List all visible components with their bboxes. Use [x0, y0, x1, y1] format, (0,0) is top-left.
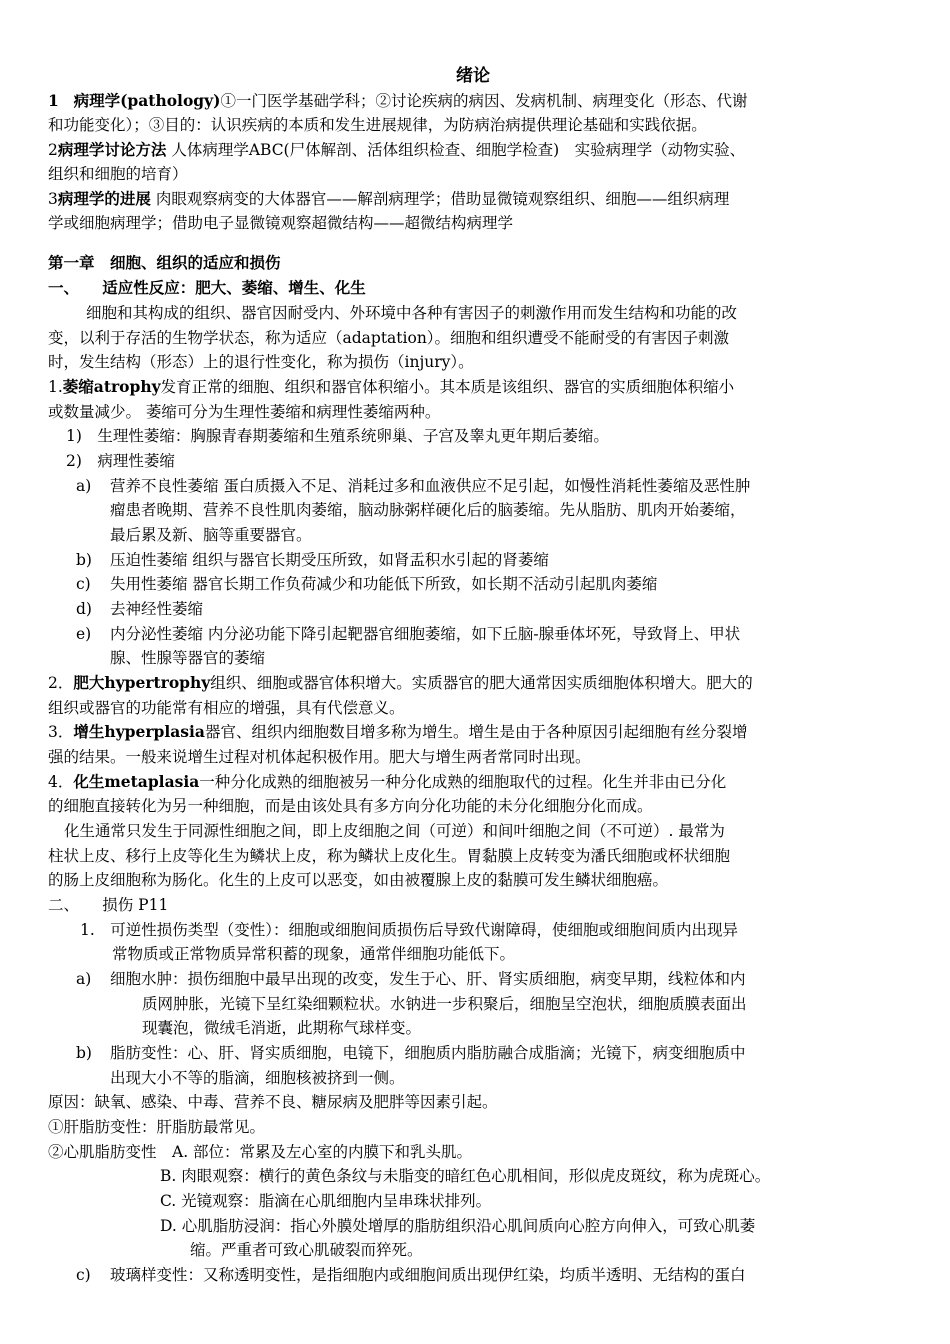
- atrophy-text-line2: 或数量减少。 萎缩可分为生理性萎缩和病理性萎缩两种。: [48, 403, 441, 421]
- doc-title: 绪论: [456, 66, 490, 86]
- hyaline-change-line1: 玻璃样变性：又称透明变性，是指细胞内或细胞间质出现伊红染，均质半透明、无结构的蛋白: [110, 1266, 746, 1284]
- section-heading-injury: 二、 损伤 P11: [48, 896, 169, 914]
- metaplasia-paragraph-line3: 的肠上皮细胞称为肠化。化生的上皮可以恶变，如由被覆腺上皮的黏膜可发生鳞状细胞癌。: [48, 871, 669, 889]
- hyperplasia-number: 3．: [48, 723, 74, 741]
- injury-marker-c: c): [76, 1266, 91, 1284]
- malnutrition-atrophy-line1: 营养不良性萎缩 蛋白质摄入不足、消耗过多和血液供应不足引起，如慢性消耗性萎缩及恶性肿: [110, 477, 751, 495]
- list-marker-a: a): [76, 477, 92, 495]
- hyperplasia-heading: 增生hyperplasia: [73, 722, 205, 741]
- intro-item-3-number: 3: [48, 190, 58, 208]
- paragraph-adaptation-line2: 变，以利于存活的生物学状态，称为适应（adaptation）。细胞和组织遭受不能耐受的有害因子刺激: [48, 329, 730, 347]
- intro-item-1: [48, 89, 747, 114]
- fatty-change-line1: 脂肪变性：心、肝、肾实质细胞，电镜下，细胞质内脂肪融合成脂滴；光镜下，病变细胞质中: [110, 1044, 746, 1062]
- atrophy-text: 发育正常的细胞、组织和器官体积缩小。其本质是该组织、器官的实质细胞体积缩小: [160, 378, 735, 396]
- fatty-change-line2: 出现大小不等的脂滴，细胞核被挤到一侧。: [110, 1069, 405, 1087]
- injury-marker-b: b): [76, 1044, 92, 1062]
- intro-item-1-heading: 病理学(pathology): [73, 91, 221, 110]
- paragraph-adaptation-line3: 时，发生结构（形态）上的退行性变化，称为损伤（injury）。: [48, 353, 474, 371]
- reversible-injury-line1: 1. 可逆性损伤类型（变性）：细胞或细胞间质损伤后导致代谢障碍，使细胞或细胞间质内出现异: [80, 921, 739, 939]
- disuse-atrophy: 失用性萎缩 器官长期工作负荷减少和功能低下所致，如长期不活动引起肌肉萎缩: [110, 575, 658, 593]
- hypertrophy-heading: 肥大hypertrophy: [73, 673, 211, 692]
- pressure-atrophy: 压迫性萎缩 组织与器官长期受压所致，如肾盂积水引起的肾萎缩: [110, 551, 549, 569]
- intro-item-1-number: 1: [48, 91, 59, 110]
- malnutrition-atrophy-line3: 最后累及新、脑等重要器官。: [110, 526, 312, 544]
- myocardial-fatty-change-d-line1: D. 心肌脂肪浸润：指心外膜处增厚的脂肪组织沿心肌间质向心腔方向伸入，可致心肌萎: [160, 1217, 756, 1235]
- hypertrophy-number: 2．: [48, 674, 74, 692]
- intro-item-3-text-line2: 学或细胞病理学；借助电子显微镜观察超微结构——超微结构病理学: [48, 214, 514, 232]
- intro-item-2-text-line2: 组织和细胞的培育）: [48, 165, 188, 183]
- atrophy-definition: [48, 375, 734, 400]
- fatty-change-causes: 原因：缺氧、感染、中毒、营养不良、糖尿病及肥胖等因素引起。: [48, 1093, 498, 1111]
- endocrine-atrophy-line1: 内分泌性萎缩 内分泌功能下降引起靶器官细胞萎缩，如下丘脑-腺垂体坏死，导致肾上、甲状: [110, 625, 741, 643]
- malnutrition-atrophy-line2: 瘤患者晚期、营养不良性肌肉萎缩，脑动脉粥样硬化后的脑萎缩。先从脂肪、肌肉开始萎缩，: [110, 501, 746, 519]
- myocardial-fatty-change-b: B. 肉眼观察：横行的黄色条纹与未脂变的暗红色心肌相间，形似虎皮斑纹，称为虎斑心。: [160, 1167, 771, 1185]
- myocardial-fatty-change-c: C. 光镜观察：脂滴在心肌细胞内呈串珠状排列。: [160, 1192, 492, 1210]
- cell-swelling-line2: 质网肿胀，光镜下呈红染细颗粒状。水钠进一步积聚后，细胞呈空泡状，细胞质膜表面出: [142, 995, 747, 1013]
- hypertrophy-text-line2: 组织或器官的功能常有相应的增强，具有代偿意义。: [48, 699, 405, 717]
- intro-item-2-heading: 病理学讨论方法: [57, 140, 167, 159]
- myocardial-fatty-change-a: ②心肌脂肪变性 A. 部位：常累及左心室的内膜下和乳头肌。: [48, 1143, 473, 1161]
- intro-item-1-text-line2: 和功能变化）；③目的：认识疾病的本质和发生进展规律，为防病治病提供理论基础和实践依据。: [48, 116, 707, 134]
- cell-swelling-line1: 细胞水肿：损伤细胞中最早出现的改变，发生于心、肝、肾实质细胞，病变早期，线粒体和内: [110, 970, 746, 988]
- cell-swelling-line3: 现囊泡，微绒毛消逝，此期称气球样变。: [142, 1019, 422, 1037]
- atrophy-number: 1.: [48, 378, 63, 396]
- intro-item-2-text: 人体病理学ABC(尸体解剖、活体组织检查、细胞学检查) 实验病理学（动物实验、: [171, 141, 746, 159]
- hyperplasia-definition: [48, 720, 747, 745]
- hyperplasia-text-line2: 强的结果。一般来说增生过程对机体起积极作用。肥大与增生两者常同时出现。: [48, 748, 591, 766]
- metaplasia-definition: [48, 770, 726, 795]
- intro-item-2-number: 2: [48, 141, 58, 159]
- myocardial-fatty-change-d-line2: 缩。严重者可致心肌破裂而猝死。: [190, 1241, 423, 1259]
- paragraph-adaptation-line1: 细胞和其构成的组织、器官因耐受内、外环境中各种有害因子的刺激作用而发生结构和功能的改: [86, 304, 738, 322]
- intro-item-3-heading: 病理学的进展: [57, 189, 151, 208]
- atrophy-heading: 萎缩atrophy: [62, 377, 161, 396]
- metaplasia-text-line2: 的细胞直接转化为另一种细胞，而是由该处具有多方向分化功能的未分化细胞分化而成。: [48, 797, 653, 815]
- list-marker-c: c): [76, 575, 91, 593]
- metaplasia-paragraph-line2: 柱状上皮、移行上皮等化生为鳞状上皮，称为鳞状上皮化生。胃黏膜上皮转变为潘氏细胞或杯状细胞: [48, 847, 731, 865]
- hypertrophy-text: 组织、细胞或器官体积增大。实质器官的肥大通常因实质细胞体积增大。肥大的: [210, 674, 753, 692]
- reversible-injury-line2: 常物质或正常物质异常积蓄的现象，通常伴细胞功能低下。: [112, 945, 516, 963]
- endocrine-atrophy-line2: 腺、性腺等器官的萎缩: [110, 649, 266, 667]
- intro-item-1-text: ①一门医学基础学科；②讨论疾病的病因、发病机制、病理变化（形态、代谢: [220, 92, 748, 110]
- chapter-title: 第一章 细胞、组织的适应和损伤: [48, 253, 281, 272]
- liver-fatty-change: ①肝脂肪变性：肝脂肪最常见。: [48, 1118, 266, 1136]
- intro-item-2: [48, 138, 745, 163]
- hypertrophy-definition: [48, 671, 753, 696]
- metaplasia-number: 4．: [48, 773, 74, 791]
- denervation-atrophy: 去神经性萎缩: [110, 600, 204, 618]
- intro-item-3-text: 肉眼观察病变的大体器官——解剖病理学；借助显微镜观察组织、细胞——组织病理: [155, 190, 730, 208]
- metaplasia-heading: 化生metaplasia: [73, 772, 200, 791]
- list-marker-b: b): [76, 551, 92, 569]
- physiological-atrophy: 1) 生理性萎缩：胸腺青春期萎缩和生殖系统卵巢、子宫及睾丸更年期后萎缩。: [66, 427, 609, 445]
- metaplasia-text: 一种分化成熟的细胞被另一种分化成熟的细胞取代的过程。化生并非由已分化: [199, 773, 727, 791]
- pathological-atrophy: 2) 病理性萎缩: [66, 452, 175, 470]
- intro-item-3: [48, 187, 729, 212]
- list-marker-e: e): [76, 625, 92, 643]
- metaplasia-paragraph-line1: 化生通常只发生于同源性细胞之间，即上皮细胞之间（可逆）和间叶细胞之间（不可逆）. 最常为: [64, 822, 725, 840]
- hyperplasia-text: 器官、组织内细胞数目增多称为增生。增生是由于各种原因引起细胞有丝分裂增: [204, 723, 748, 741]
- injury-marker-a: a): [76, 970, 92, 988]
- list-marker-d: d): [76, 600, 92, 618]
- section-heading-adaptation: 一、 适应性反应：肥大、萎缩、增生、化生: [48, 278, 366, 297]
